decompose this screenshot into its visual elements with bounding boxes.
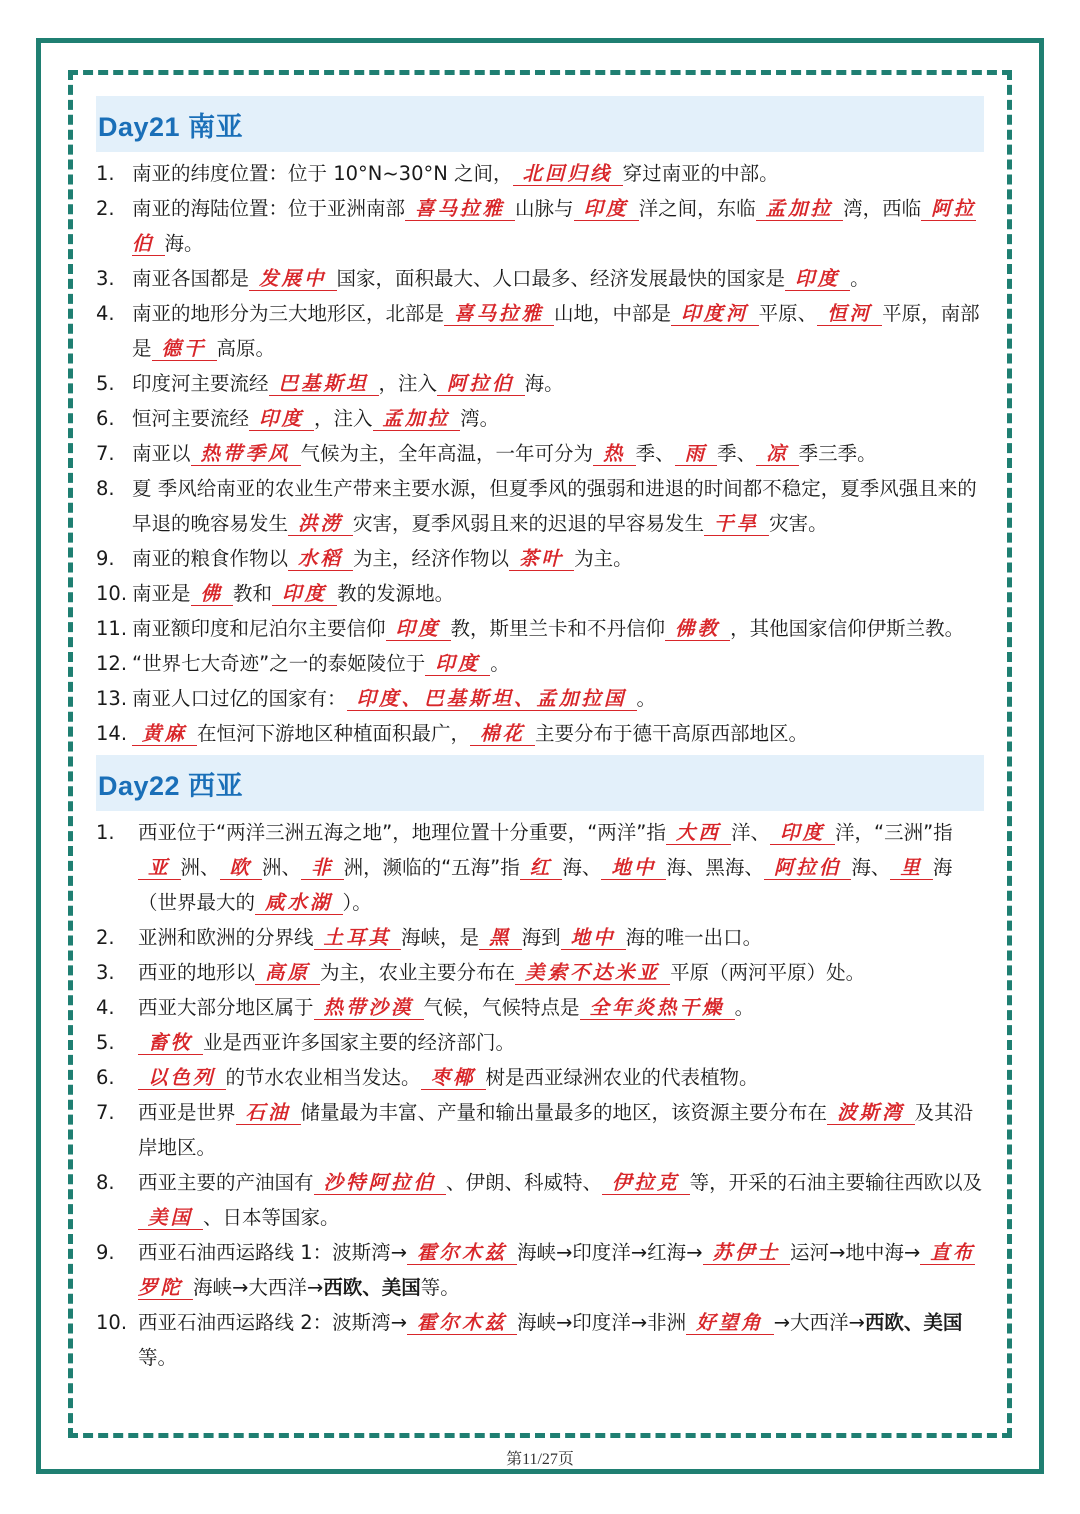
question-text: ）。 xyxy=(342,891,372,914)
item-number: 5. xyxy=(96,1031,115,1054)
answer-blank: 巴基斯坦 xyxy=(269,372,379,396)
item-number: 6. xyxy=(96,1066,115,1089)
question-text: 季、 xyxy=(635,442,675,465)
item-number: 4. xyxy=(96,302,115,325)
question-list-day22 xyxy=(96,815,984,1375)
answer-blank: 黑 xyxy=(479,926,522,950)
answer-blank: 孟加拉 xyxy=(373,407,461,431)
list-item xyxy=(96,716,984,751)
question-text: 海、黑海、 xyxy=(666,856,764,879)
question-text: “世界七大奇迹”之一的泰姬陵位于 xyxy=(132,652,426,675)
item-number: 9. xyxy=(96,1241,115,1264)
answer-blank: 雨 xyxy=(675,442,718,466)
list-item xyxy=(96,1235,984,1305)
question-text: 海、 xyxy=(562,856,602,879)
answer-blank: 印度 xyxy=(574,197,639,221)
question-text: 储量最为丰富、产量和输出量最多的地区，该资源主要分布在 xyxy=(300,1101,828,1124)
list-item xyxy=(96,646,984,681)
answer-blank: 亚 xyxy=(138,856,181,880)
list-item xyxy=(96,401,984,436)
answer-blank: 霍尔木兹 xyxy=(407,1241,517,1265)
question-text: 气候为主，全年高温，一年可分为 xyxy=(300,442,594,465)
answer-blank: 波斯湾 xyxy=(827,1101,915,1125)
section-header-day22 xyxy=(96,755,984,811)
question-text: 海到 xyxy=(521,926,561,949)
question-text: 印度河主要流经 xyxy=(132,372,269,395)
question-text: 南亚的粮食作物以 xyxy=(132,547,289,570)
list-item xyxy=(96,156,984,191)
item-number: 12. xyxy=(96,652,128,675)
item-number: 2. xyxy=(96,926,115,949)
question-text: 南亚额印度和尼泊尔主要信仰 xyxy=(132,617,386,640)
answer-blank: 孟加拉 xyxy=(756,197,844,221)
list-item xyxy=(96,1165,984,1235)
question-text: 业是西亚许多国家主要的经济部门。 xyxy=(203,1031,516,1054)
question-text: 南亚是 xyxy=(132,582,191,605)
question-text: 湾，西临 xyxy=(843,197,922,220)
list-item xyxy=(96,815,984,920)
list-item xyxy=(96,261,984,296)
answer-blank: 地中 xyxy=(601,856,666,880)
question-text: 教，斯里兰卡和不丹信仰 xyxy=(450,617,666,640)
section-header-day21 xyxy=(96,96,984,152)
answer-blank: 大西 xyxy=(666,821,731,845)
question-text: 国家，面积最大、人口最多、经济发展最快的国家是 xyxy=(336,267,786,290)
list-item xyxy=(96,296,984,366)
question-text: ，注入 xyxy=(378,372,438,395)
item-number: 10. xyxy=(96,1311,128,1334)
question-text: 。 xyxy=(850,267,870,290)
answer-blank: 沙特阿拉伯 xyxy=(314,1171,447,1195)
question-text: 洲、 xyxy=(262,856,302,879)
answer-blank: 热带沙漠 xyxy=(314,996,424,1020)
question-text: 西亚石油西运路线 2：波斯湾→ xyxy=(138,1311,407,1334)
question-text: 高原。 xyxy=(216,337,276,360)
answer-blank: 印度、巴基斯坦、孟加拉国 xyxy=(347,687,637,711)
question-text: 南亚的纬度位置：位于 10°N~30°N 之间， xyxy=(132,162,513,185)
question-text: 海峡→印度洋→红海→ xyxy=(516,1241,703,1264)
answer-blank: 伊拉克 xyxy=(602,1171,690,1195)
answer-blank: 里 xyxy=(890,856,933,880)
answer-blank: 红 xyxy=(520,856,563,880)
question-text: 等，开采的石油主要输往西欧以及 xyxy=(689,1171,983,1194)
question-text: 教的发源地。 xyxy=(337,582,455,605)
answer-blank: 印度 xyxy=(770,821,835,845)
answer-blank: 喜马拉雅 xyxy=(405,197,515,221)
answer-blank: 好望角 xyxy=(686,1311,774,1335)
list-item xyxy=(96,1025,984,1060)
question-text: 。 xyxy=(734,996,755,1019)
question-text: 洋之间，东临 xyxy=(638,197,756,220)
list-item xyxy=(96,541,984,576)
question-text: 洋，“三洲”指 xyxy=(834,821,953,844)
item-number: 7. xyxy=(96,1101,115,1124)
question-text: 等。 xyxy=(138,1346,178,1369)
question-text: 穿过南亚的中部。 xyxy=(622,162,779,185)
list-item xyxy=(96,1305,984,1375)
item-number: 8. xyxy=(96,477,115,500)
answer-blank: 热 xyxy=(593,442,636,466)
page-number: 第11/27页 xyxy=(506,1451,574,1468)
item-number: 1. xyxy=(96,821,115,844)
question-text: 教和 xyxy=(233,582,273,605)
page-content xyxy=(96,96,984,1375)
question-text: 、日本等国家。 xyxy=(203,1206,340,1229)
answer-blank: 石油 xyxy=(236,1101,301,1125)
answer-blank: 咸水湖 xyxy=(255,891,343,915)
item-number: 8. xyxy=(96,1171,115,1194)
answer-blank: 枣椰 xyxy=(421,1066,486,1090)
list-item xyxy=(96,920,984,955)
list-item xyxy=(96,611,984,646)
question-text: 西亚位于“两洋三洲五海之地”，地理位置十分重要，“两洋”指 xyxy=(138,821,666,844)
answer-blank: 德干 xyxy=(152,337,217,361)
question-text: 灾害，夏季风弱且来的迟退的早容易发生 xyxy=(353,512,705,535)
list-item xyxy=(96,990,984,1025)
question-list-day21 xyxy=(96,156,984,751)
question-text: 南亚的海陆位置：位于亚洲南部 xyxy=(132,197,406,220)
question-text: 。 xyxy=(636,687,657,710)
answer-blank: 全年炎热干燥 xyxy=(580,996,735,1020)
question-text: 山脉与 xyxy=(515,197,574,220)
answer-blank: 阿拉伯 xyxy=(437,372,525,396)
item-number: 10. xyxy=(96,582,128,605)
item-number: 2. xyxy=(96,197,115,220)
answer-blank: 美索不达米亚 xyxy=(515,961,670,985)
answer-blank: 印度 xyxy=(272,582,337,606)
question-text: 海的唯一出口。 xyxy=(625,926,763,949)
question-text: 海。 xyxy=(524,372,564,395)
question-text: 西亚石油西运路线 1：波斯湾→ xyxy=(138,1241,407,1264)
question-text: 湾。 xyxy=(460,407,500,430)
answer-blank: 干旱 xyxy=(704,512,769,536)
question-text: 及其沿岸地区。 xyxy=(138,1101,974,1159)
question-text: 平原，南部是 xyxy=(132,302,980,360)
question-text: 在恒河下游地区种植面积最广， xyxy=(197,722,471,745)
question-text: 亚洲和欧洲的分界线 xyxy=(138,926,314,949)
answer-blank: 印度河 xyxy=(671,302,759,326)
question-text: 恒河主要流经 xyxy=(132,407,250,430)
item-number: 6. xyxy=(96,407,115,430)
answer-blank: 霍尔木兹 xyxy=(407,1311,517,1335)
question-text: 洋、 xyxy=(730,821,770,844)
bold-text: 西欧、美国 xyxy=(864,1311,963,1334)
item-number: 11. xyxy=(96,617,128,640)
question-text: 夏 季风给南亚的农业生产带来主要水源，但夏季风的强弱和进退的时间都不稳定，夏季风强且来的早退的晚容易发生 xyxy=(132,477,977,535)
list-item xyxy=(96,576,984,611)
question-text: 、伊朗、科威特、 xyxy=(446,1171,603,1194)
question-text: 树是西亚绿洲农业的代表植物。 xyxy=(485,1066,759,1089)
list-item xyxy=(96,681,984,716)
answer-blank: 高原 xyxy=(255,961,320,985)
list-item xyxy=(96,366,984,401)
answer-blank: 非 xyxy=(301,856,344,880)
list-item xyxy=(96,1095,984,1165)
answer-blank: 茶叶 xyxy=(509,547,574,571)
question-text: 平原、 xyxy=(758,302,818,325)
section-title: Day21 南亚 xyxy=(98,111,244,142)
question-text: 的节水农业相当发达。 xyxy=(225,1066,421,1089)
question-text: 运河→地中海→ xyxy=(790,1241,921,1264)
answer-blank: 以色列 xyxy=(138,1066,226,1090)
question-text: 洲、 xyxy=(180,856,220,879)
answer-blank: 凉 xyxy=(756,442,799,466)
item-number: 9. xyxy=(96,547,115,570)
answer-blank: 水稻 xyxy=(288,547,353,571)
question-text: 海、 xyxy=(851,856,891,879)
question-text: 山地，中部是 xyxy=(554,302,672,325)
answer-blank: 阿拉伯 xyxy=(132,197,977,255)
item-number: 3. xyxy=(96,961,115,984)
bold-text: 西欧、美国 xyxy=(323,1276,421,1299)
answer-blank: 洪涝 xyxy=(288,512,353,536)
item-number: 7. xyxy=(96,442,115,465)
question-text: 南亚以 xyxy=(132,442,191,465)
section-title: Day22 西亚 xyxy=(98,770,244,801)
answer-blank: 北回归线 xyxy=(513,162,623,186)
answer-blank: 黄麻 xyxy=(132,722,197,746)
item-number: 14. xyxy=(96,722,128,745)
answer-blank: 印度 xyxy=(386,617,451,641)
item-number: 13. xyxy=(96,687,128,710)
question-text: ，其他国家信仰伊斯兰教。 xyxy=(730,617,965,640)
question-text: 灾害。 xyxy=(769,512,828,535)
question-text: →大西洋→ xyxy=(773,1311,865,1334)
answer-blank: 印度 xyxy=(425,652,490,676)
answer-blank: 欧 xyxy=(220,856,263,880)
answer-blank: 直布罗陀 xyxy=(138,1241,976,1299)
question-text: 海峡，是 xyxy=(401,926,480,949)
item-number: 1. xyxy=(96,162,115,185)
question-text: 平原（两河平原）处。 xyxy=(670,961,866,984)
question-text: ，注入 xyxy=(314,407,373,430)
answer-blank: 土耳其 xyxy=(314,926,402,950)
answer-blank: 热带季风 xyxy=(191,442,301,466)
question-text: 南亚各国都是 xyxy=(132,267,250,290)
answer-blank: 地中 xyxy=(561,926,626,950)
question-text: 为主，农业主要分布在 xyxy=(320,961,516,984)
list-item xyxy=(96,191,984,261)
answer-blank: 恒河 xyxy=(817,302,882,326)
question-text: 气候，气候特点是 xyxy=(423,996,580,1019)
question-text: 主要分布于德干高原西部地区。 xyxy=(535,722,809,745)
item-number: 4. xyxy=(96,996,115,1019)
answer-blank: 阿拉伯 xyxy=(764,856,852,880)
question-text: 西亚主要的产油国有 xyxy=(138,1171,314,1194)
question-text: 海峡→大西洋→ xyxy=(193,1276,324,1299)
answer-blank: 畜牧 xyxy=(138,1031,203,1055)
list-item xyxy=(96,1060,984,1095)
question-text: 西亚的地形以 xyxy=(138,961,256,984)
list-item xyxy=(96,436,984,471)
question-text: 南亚人口过亿的国家有： xyxy=(132,687,347,710)
question-text: 季三季。 xyxy=(798,442,877,465)
answer-blank: 印度 xyxy=(249,407,314,431)
question-text: 海峡→印度洋→非洲 xyxy=(516,1311,687,1334)
question-text: 为主。 xyxy=(574,547,633,570)
question-text: 洲，濒临的“五海”指 xyxy=(343,856,520,879)
question-text: 为主，经济作物以 xyxy=(353,547,510,570)
answer-blank: 发展中 xyxy=(249,267,337,291)
item-number: 5. xyxy=(96,372,115,395)
question-text: 西亚是世界 xyxy=(138,1101,236,1124)
question-text: 等。 xyxy=(420,1276,460,1299)
answer-blank: 美国 xyxy=(138,1206,203,1230)
answer-blank: 佛 xyxy=(191,582,234,606)
answer-blank: 棉花 xyxy=(470,722,535,746)
question-text: 海（世界最大的 xyxy=(138,856,953,914)
question-text: 西亚大部分地区属于 xyxy=(138,996,314,1019)
list-item xyxy=(96,955,984,990)
list-item xyxy=(96,471,984,541)
answer-blank: 印度 xyxy=(785,267,850,291)
answer-blank: 喜马拉雅 xyxy=(444,302,554,326)
question-text: 海。 xyxy=(164,232,204,255)
question-text: 南亚的地形分为三大地形区，北部是 xyxy=(132,302,445,325)
question-text: 。 xyxy=(490,652,510,675)
answer-blank: 苏伊士 xyxy=(703,1241,791,1265)
question-text: 季、 xyxy=(717,442,757,465)
item-number: 3. xyxy=(96,267,115,290)
answer-blank: 佛教 xyxy=(665,617,730,641)
